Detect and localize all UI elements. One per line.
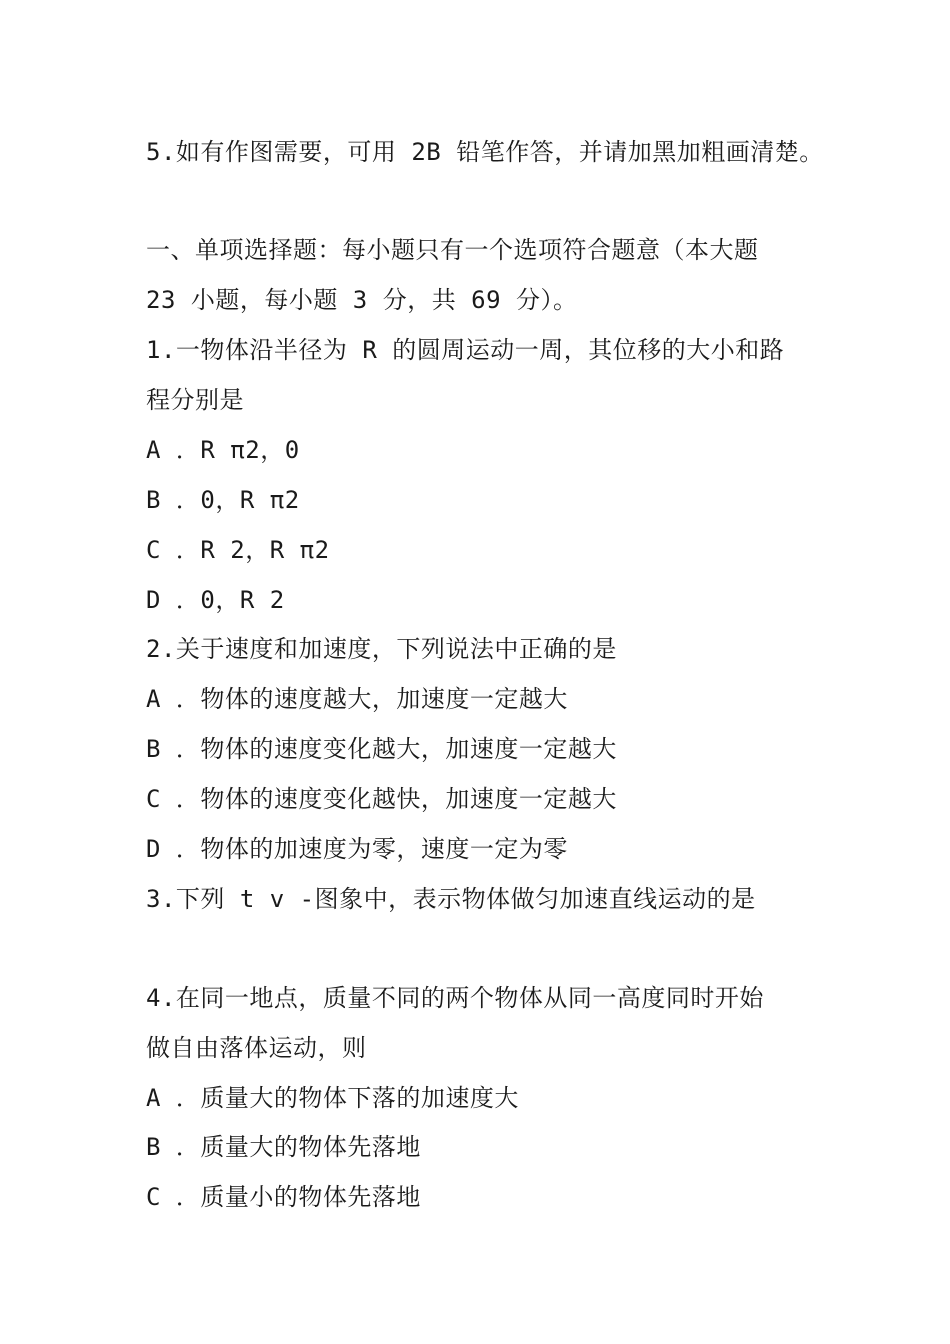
question-3-stem: 3.下列 t v -图象中，表示物体做匀加速直线运动的是 [146,885,756,913]
question-1-option-c: C ．R 2，R π2 [146,536,330,564]
section-title-line-2: 23 小题，每小题 3 分，共 69 分）。 [146,286,578,314]
question-1-option-d: D ．0，R 2 [146,586,285,614]
question-2-option-d: D ．物体的加速度为零，速度一定为零 [146,835,568,863]
instruction-note-5: 5.如有作图需要，可用 2B 铅笔作答，并请加黑加粗画清楚。 [146,138,824,166]
section-title-line-1: 一、单项选择题：每小题只有一个选项符合题意（本大题 [146,236,759,264]
question-1-stem-line-1: 1.一物体沿半径为 R 的圆周运动一周，其位移的大小和路 [146,336,785,364]
question-2-option-a: A ．物体的速度越大，加速度一定越大 [146,685,568,713]
question-4-stem-line-1: 4.在同一地点，质量不同的两个物体从同一高度同时开始 [146,984,764,1012]
question-2-option-b: B ．物体的速度变化越大，加速度一定越大 [146,735,617,763]
question-4-stem-line-2: 做自由落体运动，则 [146,1034,367,1062]
question-1-option-b: B ．0，R π2 [146,486,300,514]
question-4-option-a: A ．质量大的物体下落的加速度大 [146,1084,519,1112]
question-1-stem-line-2: 程分别是 [146,386,244,414]
question-4-option-c: C ．质量小的物体先落地 [146,1183,421,1211]
question-2-stem: 2.关于速度和加速度，下列说法中正确的是 [146,635,617,663]
question-1-option-a: A ．R π2，0 [146,436,300,464]
question-4-option-b: B ．质量大的物体先落地 [146,1133,421,1161]
question-2-option-c: C ．物体的速度变化越快，加速度一定越大 [146,785,617,813]
